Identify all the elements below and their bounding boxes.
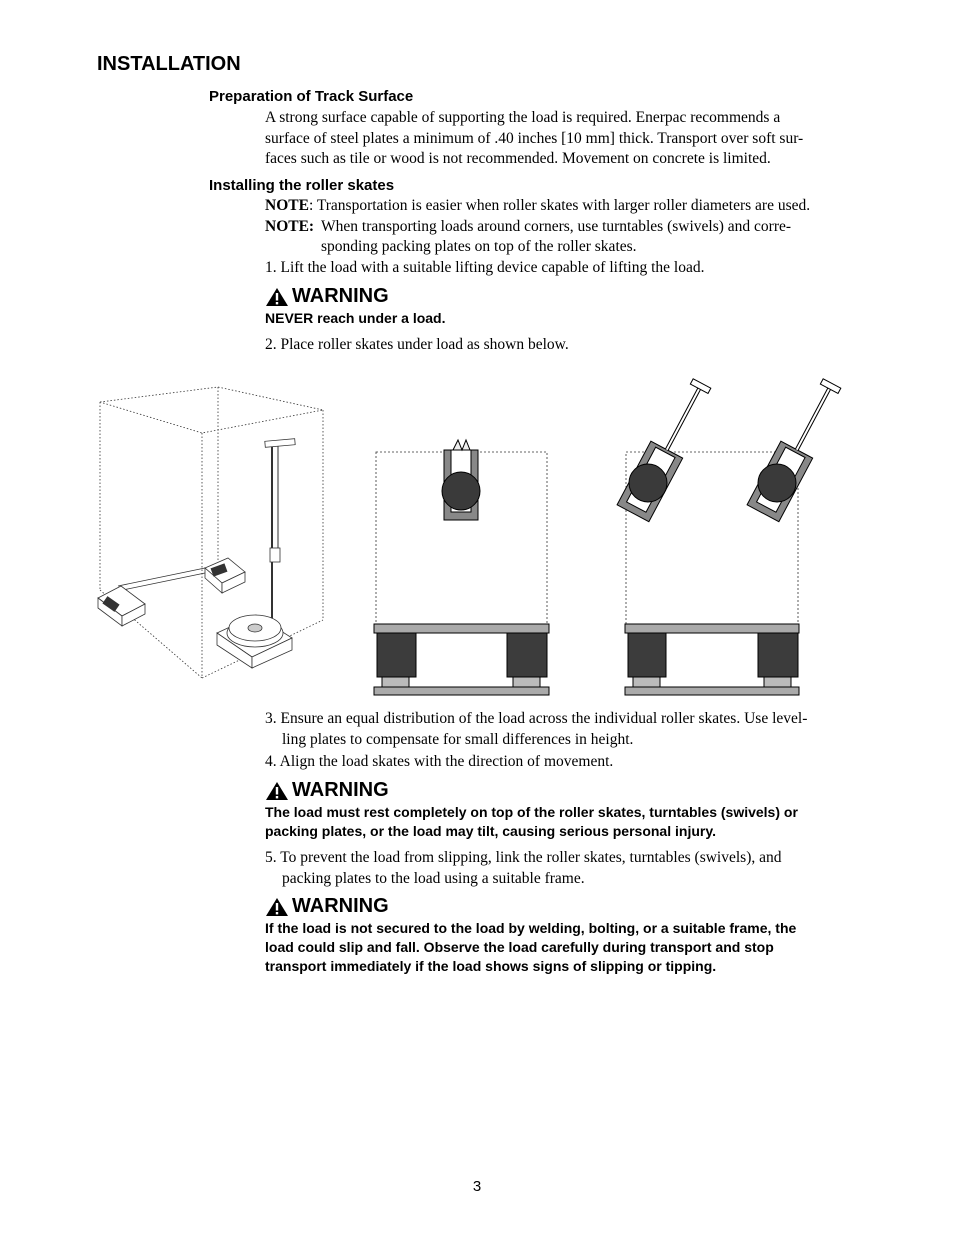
steps-3-4 — [265, 709, 905, 773]
page-heading: INSTALLATION — [97, 53, 241, 75]
warning-line: load could slip and fall. Observe the load carefully during transport and stop — [265, 939, 774, 955]
note-label: NOTE: — [265, 217, 315, 235]
step-1: 1. Lift the load with a suitable lifting device capable of lifting the load. — [265, 258, 705, 276]
note-2 — [265, 217, 905, 238]
warning-title: WARNING — [292, 895, 389, 917]
note-1 — [265, 196, 905, 217]
section-title-track-surface: Preparation of Track Surface — [209, 88, 414, 105]
warning-title: WARNING — [292, 285, 389, 307]
warning-line: transport immediately if the load shows signs of slipping or tipping. — [265, 958, 717, 974]
paragraph-line: A strong surface capable of supporting the load is required. Enerpac recommends a — [265, 109, 781, 126]
track-surface-paragraph — [265, 108, 905, 170]
step-2: 2. Place roller skates under load as shown below. — [265, 336, 569, 353]
warning-line: packing plates, or the load may tilt, causing serious personal injury. — [265, 823, 716, 839]
step-3: 3. Ensure an equal distribution of the load across the individual roller skates. Use level- — [265, 710, 808, 727]
note-text: When transporting loads around corners, use turntables (swivels) and corre- — [321, 217, 792, 235]
warning-heading-3 — [265, 895, 389, 918]
warning-line: If the load is not secured to the load by welding, bolting, or a suitable frame, the — [265, 920, 797, 936]
warning-heading-2 — [265, 779, 389, 802]
note-text-continued: sponding packing plates on top of the roller skates. — [321, 238, 637, 255]
single-skate-front-view — [374, 440, 549, 695]
paragraph-line: surface of steel plates a minimum of .40 inches [10 mm] thick. Transport over soft sur- — [265, 129, 804, 147]
step-3-continued: ling plates to compensate for small differences in height. — [282, 730, 634, 748]
note-label: NOTE — [265, 197, 309, 214]
step-4: 4. Align the load skates with the direction of movement. — [265, 753, 614, 770]
warning-title: WARNING — [292, 779, 389, 801]
step-5-block — [265, 848, 905, 889]
note-text: : Transportation is easier when roller skates with larger roller diameters are used. — [308, 197, 811, 214]
roller-skates-illustration — [0, 360, 954, 705]
warning-triangle-icon — [265, 781, 289, 801]
installing-skates-content — [265, 196, 905, 278]
warning-triangle-icon — [265, 287, 289, 307]
paragraph-line: faces such as tile or wood is not recommended. Movement on concrete is limited. — [265, 150, 771, 167]
warning-line: The load must rest completely on top of the roller skates, turntables (swivels) or — [265, 804, 798, 820]
dual-skate-angled-view — [617, 375, 848, 695]
warning-text-3 — [265, 919, 796, 976]
warning-text-2 — [265, 803, 798, 841]
load-perspective-drawing — [98, 387, 323, 678]
page-number: 3 — [472, 1178, 482, 1195]
section-title-installing-skates: Installing the roller skates — [209, 177, 395, 194]
step-5: 5. To prevent the load from slipping, link the roller skates, turntables (swivels), and — [265, 849, 782, 866]
warning-triangle-icon — [265, 897, 289, 917]
warning-heading-1 — [265, 285, 389, 308]
step-5-continued: packing plates to the load using a suitable frame. — [282, 869, 585, 887]
warning-text-1: NEVER reach under a load. — [265, 310, 446, 326]
